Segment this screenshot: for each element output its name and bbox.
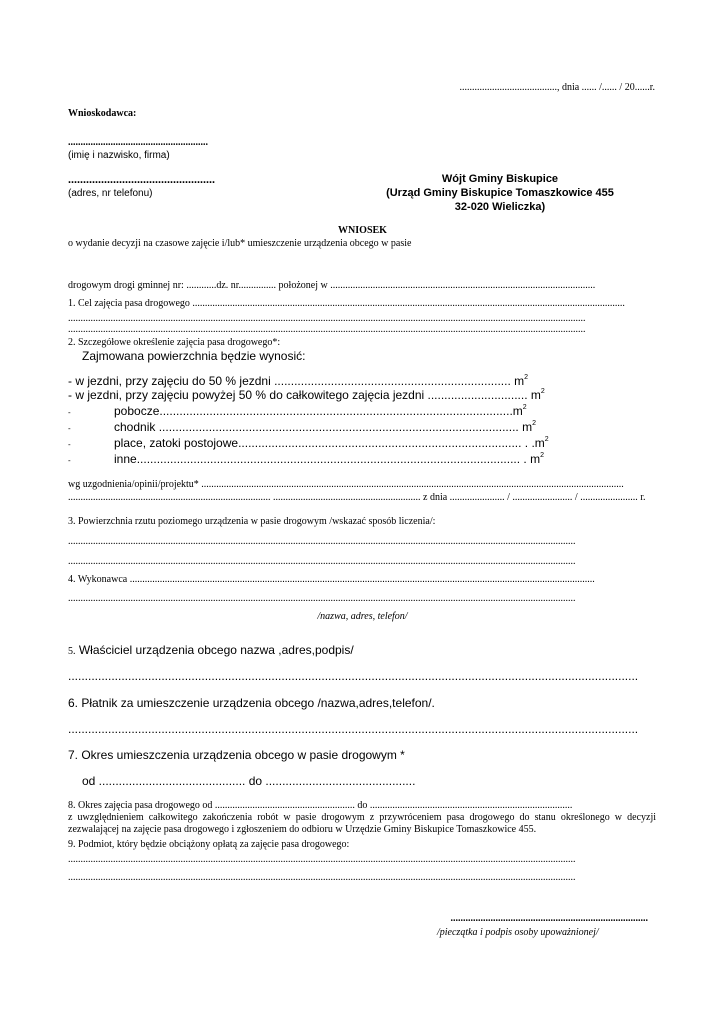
applicant-address-field[interactable]: ................................................. (68, 172, 215, 186)
fee-payer-line-1[interactable]: ........................................................................................................................................................................................................... (68, 854, 576, 865)
applicant-name-field[interactable]: ........................................................ (68, 137, 208, 148)
document-subtitle: o wydanie decyzji na czasowe zajęcie i/lub* umieszczenie urządzenia obcego w pasie (68, 238, 412, 249)
placement-period-line[interactable]: od ............................................ do ............................................. (82, 774, 416, 788)
contractor-caption: /nazwa, adres, telefon/ (317, 611, 408, 622)
applicant-label: Wnioskodawca: (68, 108, 137, 119)
signature-caption: /pieczątka i podpis osoby upoważnionej/ (437, 927, 599, 938)
occupation-conditions-text: z uwzględnieniem całkowitego zakończenia robót w pasie drogowym z przywróceniem pasa drogowego do stanu określonego w decyzji zezwalającej na zajęcie pasa drogowego i zgłoszeniem do odbioru w Urzędzie Gminy Biskupice Tomaszkowice 455. (68, 812, 656, 835)
purpose-line-2[interactable]: ............................................................................................................................................................................................................... (68, 313, 586, 324)
section-3-line-1[interactable]: ........................................................................................................................................................................................................... (68, 536, 576, 547)
road-line[interactable]: drogowym drogi gminnej nr: ............dz. nr............... położonej w .......................................................................................................... (68, 280, 596, 291)
area-other[interactable]: - inne................................................................................................................... . $m^2$ (68, 452, 544, 466)
section-9-header: 9. Podmiot, który będzie obciążony opłatą za zajęcie pasa drogowego: (68, 839, 350, 850)
section-5-header: 5. Właściciel urządzenia obcego nazwa ,adres,podpis/ (68, 643, 354, 657)
agreement-date-line[interactable]: ................................................................................. ........................................................... z dnia ...................... / ........................ / ....................... r. (68, 492, 646, 503)
area-squares-bays[interactable]: - place, zatoki postojowe..................................................................................... . $.m^2$ (68, 436, 549, 450)
section-3-header: 3. Powierzchnia rzutu poziomego urządzenia w pasie drogowym /wskazać sposób liczenia/: (68, 516, 436, 527)
section-2-intro: Zajmowana powierzchnia będzie wynosić: (82, 349, 306, 363)
applicant-name-caption: (imię i nazwisko, firma) (68, 150, 170, 161)
recipient-line-3: 32-020 Wieliczka) (454, 201, 546, 213)
agreement-line[interactable]: wg uzgodnienia/opinii/projektu* ......................................................................................................................................................................... (68, 479, 624, 490)
fee-payer-line-2[interactable]: ........................................................................................................................................................................................................... (68, 872, 576, 883)
area-shoulder[interactable]: - $pobocze..........................................................................................................m^2$ (68, 404, 527, 418)
document-title: WNIOSEK (338, 225, 387, 236)
contractor-line-2[interactable]: ........................................................................................................................................................................................................... (68, 593, 576, 604)
recipient-line-2: (Urząd Gminy Biskupice Tomaszkowice 455 (386, 187, 614, 199)
owner-line[interactable]: ........................................................................................................................................................................... (68, 669, 639, 683)
section-2-header: 2. Szczegółowe określenie zajęcia pasa drogowego*: (68, 337, 281, 348)
contractor-line[interactable]: 4. Wykonawca .......................................................................................................................................................................................... (68, 574, 595, 585)
payer-line[interactable]: ........................................................................................................................................................................... (68, 722, 639, 736)
section-6-header: 6. Płatnik za umieszczenie urządzenia obcego /nazwa,adres,telefon/. (68, 696, 435, 710)
area-road-over-50[interactable]: - w jezdni, przy zajęciu powyżej 50 % do całkowitego zajęcia jezdni .............................. $m^2$ (68, 388, 545, 402)
recipient-line-1: Wójt Gminy Biskupice (441, 173, 559, 185)
purpose-line-3[interactable]: ............................................................................................................................................................................................................... (68, 324, 586, 335)
occupation-period-line[interactable]: 8. Okres zajęcia pasa drogowego od ........................................................ do ................................................................................. (68, 800, 573, 811)
section-7-header: 7. Okres umieszczenia urządzenia obcego w pasie drogowym * (68, 748, 405, 762)
signature-field[interactable]: ............................................................................... (450, 913, 648, 924)
area-road-50[interactable]: - w jezdni, przy zajęciu do 50 % jezdni ....................................................................... $m^2$ (68, 374, 529, 388)
applicant-address-caption: (adres, nr telefonu) (68, 188, 153, 199)
area-sidewalk[interactable]: - chodnik ............................................................................................................ $m^2$ (68, 420, 537, 434)
place-date-line: ......................................., dnia ...... /...... / 20......r. (459, 82, 655, 93)
purpose-line-1[interactable]: 1. Cel zajęcia pasa drogowego ............................................................................................................................................................................. (68, 298, 625, 309)
section-3-line-2[interactable]: ........................................................................................................................................................................................................... (68, 556, 576, 567)
